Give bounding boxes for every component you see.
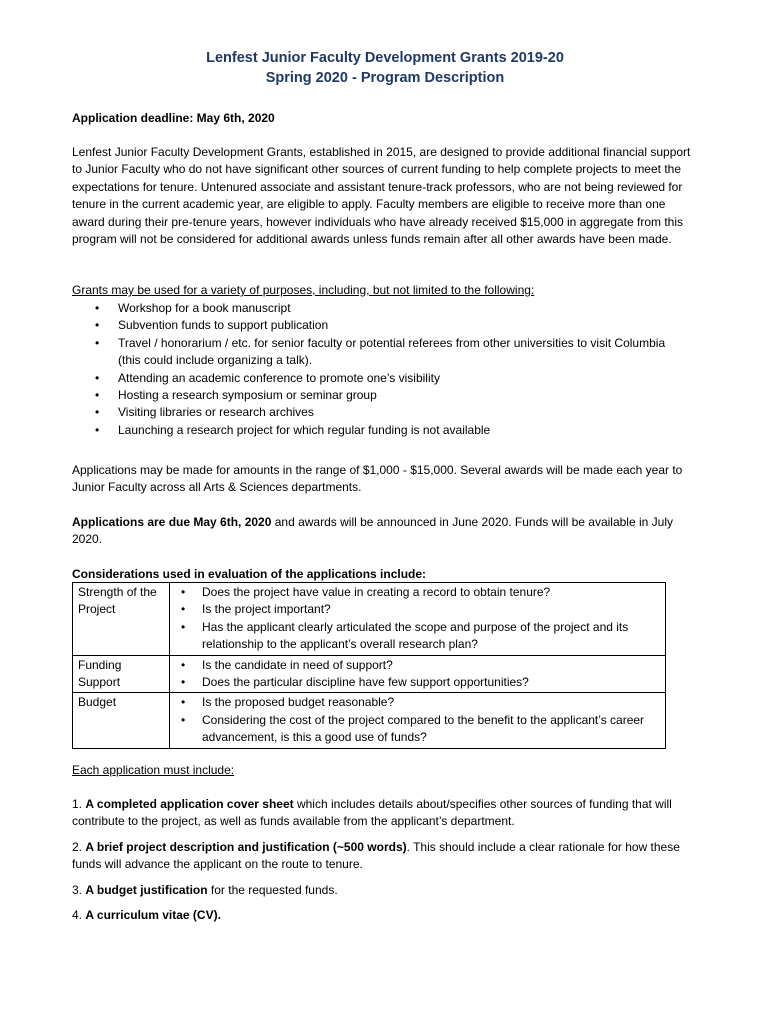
requirement-item [72,907,692,924]
due-paragraph [72,514,692,549]
purposes-heading: Grants may be used for a variety of purposes, including, but not limited to the following: [72,283,535,297]
table-row [73,583,666,656]
criterion-cell: Budget [73,693,170,748]
criterion-cell: Funding Support [73,655,170,693]
requirement-title: A completed application cover sheet [85,797,294,811]
document-title: Lenfest Junior Faculty Development Grants 2019-20 [206,50,564,66]
amounts-paragraph: Applications may be made for amounts in the range of $1,000 - $15,000. Several awards will be made each year to Junior Faculty across all Arts & Sciences departments. [72,463,683,495]
due-date-emphasis: Applications are due May 6th, 2020 [72,515,272,529]
requirement-number: 2. [72,840,86,854]
points-cell [170,655,666,693]
list-item: • Does the particular discipline have few support opportunities? [175,674,660,691]
requirement-item [72,796,692,831]
list-item: • Is the proposed budget reasonable? [175,694,660,711]
points-cell [170,583,666,656]
requirement-item [72,882,692,899]
requirement-number: 4. [72,908,86,922]
requirement-details: which includes details about/specifies other sources of funding that will contribute to the project, as well as funds available from the applicant’s department. [72,797,672,829]
points-cell [170,693,666,748]
requirement-number: 1. [72,797,86,811]
list-item: • Considering the cost of the project compared to the benefit to the applicant’s career advancement, is this a good use of funds? [175,712,660,747]
requirements-heading: Each application must include: [72,763,235,777]
intro-paragraph: Lenfest Junior Faculty Development Grants, established in 2015, are designed to provide additional financial support to Junior Faculty who do not have significant other sources of current funding to help complete projects to meet the expectations for tenure. Untenured associate and assistant tenure-track professors, who are not being reviewed for tenure in the current academic year, are eligible to apply. Faculty members are eligible to receive more than one award during their pre-tenure years, however individuals who have already received $15,000 in aggregate from this program will not be considered for additional awards unless funds remain after all other awards have been made. [72,145,691,247]
due-details: and awards will be announced in June 2020. Funds will be available in July 2020. [72,515,673,547]
table-row [73,655,666,693]
list-item: • Launching a research project for which regular funding is not available [72,422,672,439]
list-item: • Subvention funds to support publication [72,317,672,334]
list-item: • Is the candidate in need of support? [175,657,660,674]
list-item: • Visiting libraries or research archives [72,404,672,421]
list-item: • Attending an academic conference to promote one’s visibility [72,370,672,387]
considerations-table [72,582,666,749]
criterion-cell: Strength of the Project [73,583,170,656]
requirement-title: A brief project description and justification (~500 words) [85,840,407,854]
requirement-item [72,839,692,874]
requirement-number: 3. [72,883,86,897]
requirement-title: A curriculum vitae (CV). [85,908,221,922]
list-item: • Does the project have value in creating a record to obtain tenure? [175,584,660,601]
purposes-list [72,300,672,439]
considerations-heading: Considerations used in evaluation of the applications include: [72,567,427,581]
requirement-title: A budget justification [85,883,208,897]
list-item: • Workshop for a book manuscript [72,300,672,317]
application-deadline: Application deadline: May 6th, 2020 [72,111,275,125]
document-subtitle: Spring 2020 - Program Description [265,70,505,86]
list-item: • Hosting a research symposium or seminar group [72,387,672,404]
requirement-details: . This should include a clear rationale for how these funds will advance the applicant on the route to tenure. [72,840,680,872]
requirement-details: for the requested funds. [207,883,338,897]
table-row [73,693,666,748]
list-item: • Has the applicant clearly articulated the scope and purpose of the project and its relationship to the applicant’s overall research plan? [175,619,660,654]
list-item: • Is the project important? [175,601,660,618]
list-item: • Travel / honorarium / etc. for senior faculty or potential referees from other universities to visit Columbia (this could include organizing a talk). [72,335,672,370]
